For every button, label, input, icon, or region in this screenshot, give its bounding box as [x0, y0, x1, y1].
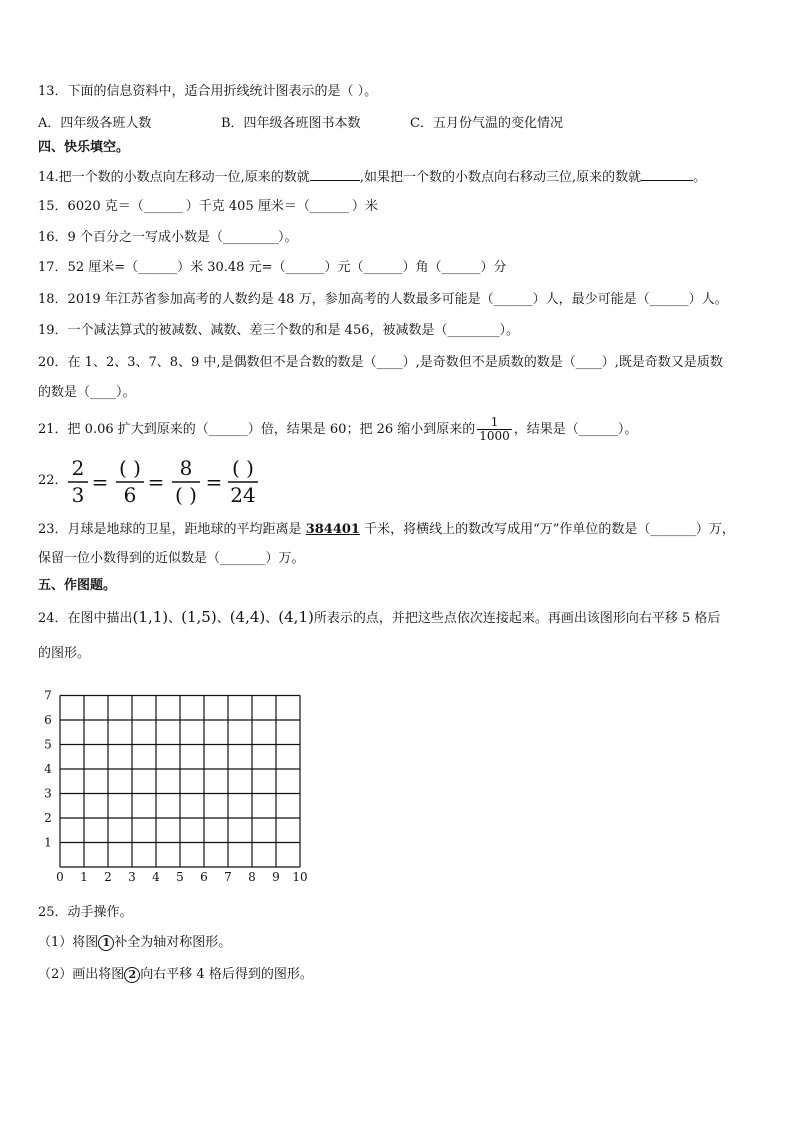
x-tick-label-4: 4: [152, 870, 160, 882]
q15-blank-1[interactable]: ______: [143, 199, 183, 214]
q24-point-1: (1,1): [132, 608, 169, 626]
x-tick-label-9: 9: [272, 870, 280, 882]
q13-option-a: A．四年级各班人数: [38, 116, 152, 131]
q15-blank-2[interactable]: ______: [309, 199, 349, 214]
q22-f4-num: ( ): [232, 456, 254, 480]
q20-line-1: 20．在 1、2、3、7、8、9 中,是偶数但不是合数的数是（____）,是奇数但不是质数的数是（____）,既是奇数又是质数: [38, 355, 723, 370]
q21: 21．把 0.06 扩大到原来的（______）倍，结果是 60；把 26 缩小到原来的 $\frac{1}{1000}$ ，结果是（______）。: [38, 415, 638, 443]
q22-f2-num: ( ): [119, 456, 141, 480]
q20-blank-3[interactable]: ____: [90, 385, 117, 400]
q22-f2-den: 6: [123, 483, 137, 507]
q22-fraction-equation: [38, 455, 298, 510]
y-tick-label-1: 1: [44, 835, 52, 850]
q21-fraction: $\frac{1}{1000}$: [479, 415, 510, 443]
q14: 14.把一个数的小数点向左移动一位,原来的数就 ,如果把一个数的小数点向右移动三位,原来的数就 。: [38, 166, 706, 187]
q14-blank-1[interactable]: [310, 166, 360, 181]
y-tick-label-2: 2: [44, 811, 52, 825]
q19: 19．一个减法算式的被减数、减数、差三个数的和是 456，被减数是（________）。: [38, 323, 520, 338]
q21-blank-2[interactable]: ______: [578, 422, 618, 437]
y-tick-label-5: 5: [44, 737, 52, 752]
x-tick-label-0: 0: [56, 870, 64, 882]
x-tick-label-2: 2: [104, 870, 112, 882]
q22-f3-num: 8: [179, 456, 193, 480]
q22-label: 22．: [38, 473, 68, 488]
q23-line-1: 23．月球是地球的卫星，距地球的平均距离是 384401 千米，将横线上的数改写成用“万”作单位的数是（_______）万，: [38, 522, 735, 537]
q22-f3-den: ( ): [175, 483, 197, 507]
q17-blank-4[interactable]: ______: [441, 260, 481, 275]
q17: 17．52 厘米=（______）米 30.48 元=（______）元（______）角（______）分: [38, 260, 507, 275]
x-tick-label-5: 5: [176, 870, 184, 882]
q17-blank-3[interactable]: ______: [363, 260, 403, 275]
q22-eq-1: =: [91, 470, 109, 494]
x-tick-label-6: 6: [200, 870, 208, 882]
x-tick-label-3: 3: [128, 870, 136, 882]
q23-underlined-number: 384401: [305, 522, 360, 537]
q19-blank[interactable]: ________: [447, 323, 500, 338]
q22-eq-2: =: [147, 470, 165, 494]
circled-number-2: 2: [124, 967, 140, 983]
y-tick-label-4: 4: [44, 762, 52, 776]
q17-blank-1[interactable]: ______: [138, 260, 178, 275]
x-tick-label-7: 7: [224, 870, 232, 882]
q20-line-2: 的数是（____）。: [38, 385, 136, 400]
q23-blank-1[interactable]: _______: [650, 522, 696, 537]
q25-item-1: （1）将图 1 补全为轴对称图形。: [38, 935, 232, 950]
q23-blank-2[interactable]: _______: [220, 551, 266, 566]
q22-eq-3: =: [205, 470, 223, 494]
q14-blank-2[interactable]: [641, 166, 693, 181]
q24-line-2: 的图形。: [38, 646, 91, 661]
q16: 16．9 个百分之一写成小数是（__________）。: [38, 230, 298, 245]
x-tick-label-1: 1: [80, 870, 88, 882]
y-tick-label-3: 3: [44, 786, 52, 801]
circled-number-1: 1: [98, 935, 114, 951]
q18: 18．2019 年江苏省参加高考的人数约是 48 万，参加高考的人数最多可能是（______）人，最少可能是（______）人。: [38, 292, 728, 307]
q18-blank-1[interactable]: ______: [493, 292, 533, 307]
q24-point-2: (1,5): [181, 608, 217, 626]
q17-blank-2[interactable]: ______: [285, 260, 325, 275]
q20-blank-2[interactable]: ____: [575, 355, 602, 370]
q15: 15．6020 克＝（______ ）千克 405 厘米＝（______ ）米: [38, 199, 378, 214]
x-tick-label-8: 8: [248, 870, 256, 882]
q24-line-1: 24．在图中描出(1,1)、(1,5)、(4,4)、(4,1)所表示的点，并把这些点依次连接起来。再画出该图形向右平移 5 格后: [38, 608, 721, 626]
y-tick-label-6: 6: [44, 713, 52, 727]
y-tick-label-7: 7: [44, 688, 52, 703]
x-tick-label-10: 10: [292, 870, 308, 882]
q20-blank-1[interactable]: ____: [376, 355, 403, 370]
q23-line-2: 保留一位小数得到的近似数是（_______）万。: [38, 551, 305, 566]
q13-option-c: C．五月份气温的变化情况: [410, 116, 563, 131]
coordinate-grid[interactable]: [38, 682, 328, 882]
section-4-heading: 四、快乐填空。: [38, 140, 130, 155]
q18-blank-2[interactable]: ______: [649, 292, 689, 307]
q21-blank-1[interactable]: ______: [208, 422, 248, 437]
q22-f1-den: 3: [71, 483, 85, 507]
q24-point-3: (4,4): [229, 608, 266, 626]
q22-f1-num: 2: [71, 456, 85, 480]
section-5-heading: 五、作图题。: [38, 578, 117, 593]
q13-stem: 13．下面的信息资料中，适合用折线统计图表示的是（ ）。: [38, 84, 378, 99]
q25-title: 25．动手操作。: [38, 905, 133, 920]
q22-f4-den: 24: [230, 483, 256, 507]
q25-item-2: （2）画出将图 2 向右平移 4 格后得到的图形。: [38, 967, 313, 982]
q24-point-4: (4,1): [278, 608, 314, 626]
q13-option-b: B．四年级各班图书本数: [221, 116, 361, 131]
q16-blank[interactable]: __________: [222, 230, 278, 245]
